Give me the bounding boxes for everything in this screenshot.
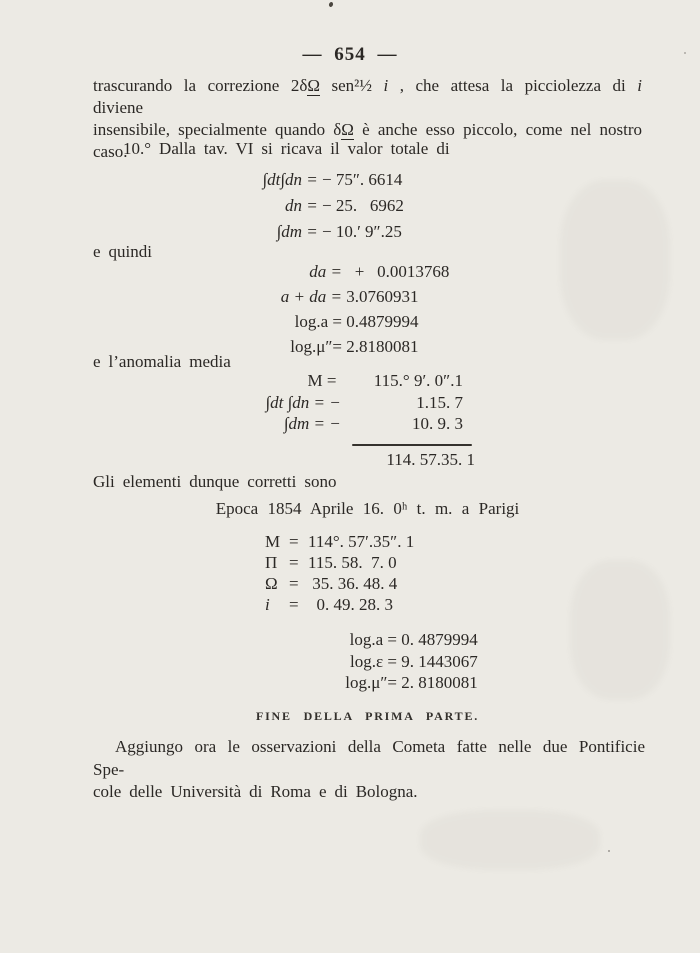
equation-row <box>250 334 449 359</box>
orbital-elements-block <box>265 531 414 615</box>
equation-row <box>225 219 404 245</box>
section-end-line: FINE DELLA PRIMA PARTE. <box>255 709 480 723</box>
equation-rhs: 115.° 9′. 0″.1 <box>373 371 463 390</box>
equals-sign: = <box>289 574 299 593</box>
show-through-smudge <box>560 180 670 340</box>
equation-lhs: log.ε = <box>350 651 397 671</box>
element-value: 115. 58. 7. 0 <box>308 553 397 572</box>
equation-lhs: log.μ″= <box>290 337 342 356</box>
quindi-equation-block <box>250 259 449 359</box>
italic-i: i <box>383 76 389 95</box>
equation-row <box>300 672 478 694</box>
element-value: 114°. 57′.35″. 1 <box>308 532 415 551</box>
equation-row <box>205 392 463 414</box>
epoch-line: Epoca 1854 Aprile 16. 0ʰ t. m. a Parigi <box>215 499 520 518</box>
equation-row <box>205 413 463 435</box>
element-row <box>265 573 414 594</box>
equation-lhs: log.a = <box>294 312 342 331</box>
element-value: 35. 36. 48. 4 <box>308 574 398 593</box>
equation-lhs: log.a = <box>349 630 397 649</box>
show-through-smudge <box>420 810 600 870</box>
log-values-block <box>300 629 478 694</box>
equation-row <box>250 309 449 334</box>
equation-lhs: ∫dt∫dn = <box>262 170 322 189</box>
equation-lhs: ∫dm = <box>276 222 322 241</box>
intro-text: , che attesa la picciolezza di <box>388 76 638 95</box>
equation-rhs: 10. 9. 3 <box>412 414 463 433</box>
element-symbol: Ω <box>265 574 278 593</box>
intro-text: sen²½ <box>319 76 384 95</box>
equation-row <box>250 259 449 284</box>
equation-lhs: M = <box>307 371 345 390</box>
totals-equation-block <box>225 167 404 245</box>
closing-paragraph <box>93 736 645 804</box>
equation-lhs: ∫dm = − <box>283 414 345 433</box>
equals-sign: = <box>289 553 299 572</box>
equation-row <box>225 167 404 193</box>
equation-lhs: dn = <box>285 196 322 215</box>
paper-speck <box>608 850 610 852</box>
intro-text: trascurando la correzione 2δ <box>93 76 308 95</box>
paper-speck <box>328 1 333 7</box>
element-value: 0. 49. 28. 3 <box>308 595 393 614</box>
equation-row <box>300 651 478 673</box>
equation-rhs: − 25. 6962 <box>322 196 404 215</box>
equation-row <box>205 370 463 392</box>
equals-sign: = <box>289 595 299 614</box>
elements-intro: Gli elementi dunque corretti sono <box>93 472 337 491</box>
equation-lhs: log.μ″= <box>345 673 397 692</box>
equation-row <box>300 629 478 651</box>
element-symbol: Π <box>265 553 278 572</box>
equation-lhs: a + da = <box>280 287 342 306</box>
page-number: — 654 — <box>302 44 398 65</box>
intro-text: insensibile, specialmente quando δ <box>93 120 342 139</box>
closing-line-1: Aggiungo ora le osservazioni della Cometa fatte nelle due Pontificie Spe- <box>93 737 645 779</box>
item-10-line: 10.° Dalla tav. VI si ricava il valor totale di <box>123 139 450 158</box>
intro-text: è anche esso piccolo, come nel nostro <box>353 120 642 139</box>
equation-rhs: 1.15. 7 <box>416 392 463 412</box>
element-symbol: M <box>265 532 281 551</box>
element-row <box>265 531 414 552</box>
equation-rhs: − 10.′ 9″.25 <box>322 222 402 241</box>
equation-lhs: ∫dt ∫dn = − <box>265 392 345 412</box>
equals-sign: = <box>289 532 299 551</box>
italic-i: i <box>637 76 642 95</box>
equation-row <box>225 193 404 219</box>
omega-symbol: Ω <box>341 120 354 139</box>
anomalia-label: e l’anomalia media <box>93 352 231 371</box>
equation-rhs: − 75″. 6614 <box>322 170 403 189</box>
sum-total: 114. 57.35. 1 <box>386 450 475 469</box>
element-row <box>265 552 414 573</box>
sum-rule <box>352 444 472 446</box>
equation-rhs: 9. 1443067 <box>397 651 478 671</box>
e-quindi-label: e quindi <box>93 242 152 261</box>
element-row <box>265 594 414 615</box>
intro-line-1 <box>93 75 642 119</box>
equation-rhs: + 0.0013768 <box>342 262 450 281</box>
closing-line-2: cole delle Università di Roma e di Bologna. <box>93 782 418 801</box>
equation-row <box>250 284 449 309</box>
equation-rhs: 0.4879994 <box>342 312 419 331</box>
equation-rhs: 0. 4879994 <box>397 630 478 649</box>
element-symbol: i <box>265 595 270 614</box>
intro-text: diviene <box>93 98 144 117</box>
omega-symbol: Ω <box>307 76 320 95</box>
equation-rhs: 3.0760931 <box>342 287 419 306</box>
equation-rhs: 2. 8180081 <box>397 673 478 692</box>
anomalia-equation-block <box>205 370 463 435</box>
intro-line-3: caso. <box>93 142 128 161</box>
show-through-smudge <box>570 560 670 700</box>
equation-lhs: da = <box>309 262 342 281</box>
equation-rhs: 2.8180081 <box>342 337 419 356</box>
